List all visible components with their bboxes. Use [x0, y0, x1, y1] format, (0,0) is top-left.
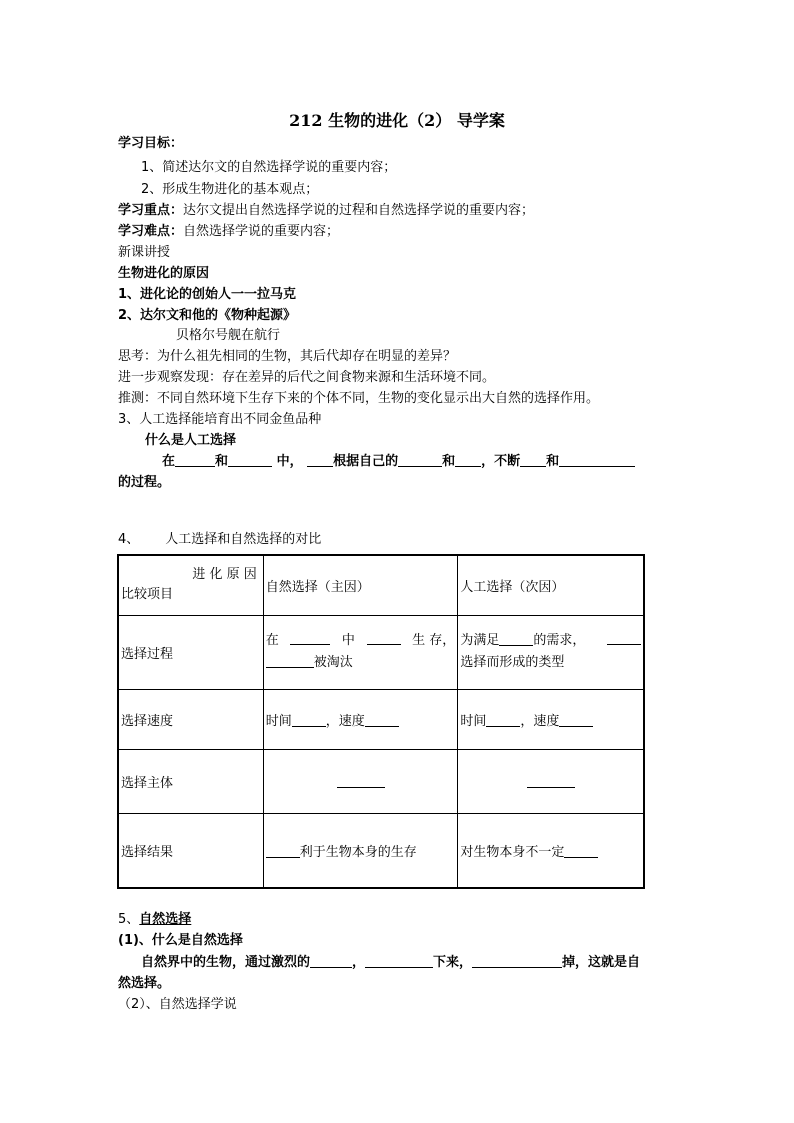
blank[interactable]	[455, 452, 481, 467]
blank[interactable]	[520, 452, 546, 467]
item-4	[118, 530, 321, 550]
beagle-caption: 贝格尔号舰在航行	[176, 328, 281, 343]
speed-natural-cell: 时间 ，速度	[263, 689, 458, 749]
blank[interactable]	[266, 653, 314, 668]
item-5-number: 5、	[118, 912, 140, 927]
item-4-number: 4、	[118, 532, 140, 547]
blank[interactable]	[486, 712, 520, 727]
result-artificial-cell: 对生物本身不一定	[458, 813, 644, 888]
subject-natural-cell	[263, 749, 458, 813]
item-4-text: 人工选择和自然选择的对比	[165, 532, 322, 547]
header-corner-top: 进 化 原 因	[192, 567, 257, 583]
natural-fill-line: 自然界中的生物，通过激烈的 ， 下来， 掉，这就是自	[141, 955, 641, 970]
observe-text: 进一步观察发现：存在差异的后代之间食物来源和生活环境不同。	[118, 370, 496, 385]
comparison-table	[117, 554, 645, 889]
blank[interactable]	[564, 843, 598, 858]
item-1: 1、进化论的创始人一一拉马克	[118, 287, 297, 302]
row-label: 选择过程	[118, 615, 263, 689]
blank[interactable]	[607, 630, 641, 645]
blank[interactable]	[398, 452, 442, 467]
blank[interactable]	[310, 953, 352, 968]
goals-line	[118, 134, 183, 154]
header-natural: 自然选择（主因）	[263, 555, 458, 615]
blank[interactable]	[290, 630, 330, 645]
artificial-fill-line	[162, 452, 635, 472]
blank[interactable]	[266, 843, 300, 858]
item-3: 3、人工选择能培育出不同金鱼品种	[118, 412, 322, 427]
fill-text: 和	[215, 454, 229, 469]
blank[interactable]	[472, 953, 562, 968]
header-artificial: 人工选择（次因）	[458, 555, 644, 615]
speed-artificial-cell: 时间 ，速度	[458, 689, 644, 749]
blank[interactable]	[292, 712, 326, 727]
header-corner-bottom: 比较项目	[121, 587, 174, 603]
fill-text: 中，	[276, 454, 303, 469]
table-header-row	[118, 555, 644, 615]
blank[interactable]	[559, 712, 593, 727]
key-point-line	[118, 201, 534, 221]
table-row	[118, 749, 644, 813]
cause-heading: 生物进化的原因	[118, 266, 210, 281]
think-text: 思考：为什么祖先相同的生物，其后代却存在明显的差异？	[118, 349, 457, 364]
difficulty-label: 学习难点：	[118, 224, 184, 239]
table-row	[118, 615, 644, 689]
result-natural-cell: 利于生物本身的生存	[263, 813, 458, 888]
question-2: （2）、自然选择学说	[118, 997, 237, 1012]
goals-label: 学习目标：	[118, 136, 184, 151]
blank[interactable]	[307, 452, 333, 467]
blank[interactable]	[367, 630, 401, 645]
header-corner-cell	[118, 555, 263, 615]
item-5-text: 自然选择	[139, 912, 192, 927]
natural-fill-end: 然选择。	[118, 976, 171, 991]
blank[interactable]	[337, 773, 385, 788]
infer-text: 推测：不同自然环境下生存下来的个体不同，生物的变化显示出大自然的选择作用。	[118, 391, 600, 406]
process-natural-cell: 在 中 生 存， 被淘汰	[263, 615, 458, 689]
blank[interactable]	[527, 773, 575, 788]
blank[interactable]	[228, 452, 272, 467]
new-lesson: 新课讲授	[118, 245, 171, 260]
table-row	[118, 689, 644, 749]
blank[interactable]	[365, 953, 433, 968]
what-artificial-heading: 什么是人工选择	[145, 433, 237, 448]
blank[interactable]	[559, 452, 635, 467]
fill-text: 根据自己的	[333, 454, 399, 469]
fill-text: ，不断	[481, 454, 521, 469]
difficulty-line	[118, 222, 339, 242]
key-text: 达尔文提出自然选择学说的过程和自然选择学说的重要内容；	[183, 203, 535, 218]
fill-text: 和	[442, 454, 456, 469]
artificial-fill-end: 的过程。	[118, 475, 171, 490]
page-title: 212 生物的进化（2） 导学案	[289, 111, 505, 130]
difficulty-text: 自然选择学说的重要内容；	[183, 224, 340, 239]
subject-artificial-cell	[458, 749, 644, 813]
item-2: 2、达尔文和他的《物种起源》	[118, 308, 297, 323]
row-label: 选择速度	[118, 689, 263, 749]
blank[interactable]	[175, 452, 215, 467]
goal-1: 1、简述达尔文的自然选择学说的重要内容；	[141, 160, 397, 175]
goal-2: 2、形成生物进化的基本观点；	[141, 182, 319, 197]
table-row	[118, 813, 644, 888]
blank[interactable]	[365, 712, 399, 727]
fill-text: 在	[162, 454, 176, 469]
key-label: 学习重点：	[118, 203, 184, 218]
row-label: 选择结果	[118, 813, 263, 888]
question-1: (1)、什么是自然选择	[118, 933, 243, 948]
blank[interactable]	[499, 631, 533, 646]
row-label: 选择主体	[118, 749, 263, 813]
fill-text: 和	[546, 454, 560, 469]
item-5	[118, 910, 191, 930]
process-artificial-cell: 为满足 的需求， 选择而形成的类型	[458, 615, 644, 689]
